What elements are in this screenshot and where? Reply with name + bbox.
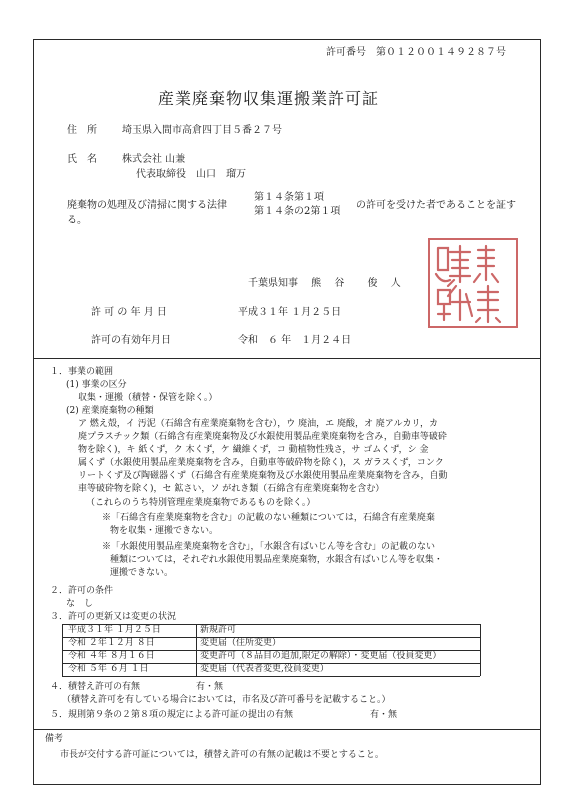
history-table-border: [62, 624, 63, 676]
permit-date-label: 許 可 の 年 月 日: [91, 307, 167, 318]
remarks-divider: [33, 729, 541, 730]
address-label: 住 所: [67, 125, 97, 136]
remarks-body: 市長が交付する許可証については，積替え許可の有無の記載は不要とすること。: [60, 750, 384, 760]
history-date: 令和 ５年 ６月 １日: [68, 664, 149, 674]
history-desc: 変更許可（８品目の追加,限定の解除）・変更届（役員変更）: [200, 651, 442, 661]
permit-number: 許可番号 第０１２００１４９２８７号: [326, 47, 506, 58]
expiry-date: 令和 ６ 年 １月２４日: [238, 335, 352, 346]
section-divider: [33, 358, 541, 359]
permit-date: 平成３１年 １月２５日: [238, 307, 342, 318]
waste-type-line: 車等破砕物を除く)，セ 鉱さい，ソ がれき類（石綿含有産業廃棄物を含む）: [78, 484, 385, 494]
history-desc: 変更届（住所変更）: [200, 638, 282, 648]
waste-type-line: 廃プラスチック類（石綿含有産業廃棄物及び水銀使用製品産業廃棄物を含み，自動車等破砕: [78, 432, 447, 442]
law-suffix: の許可を受けた者であることを証す: [356, 200, 516, 211]
section-2-title: ２．許可の条件: [50, 586, 114, 596]
transshipment-value: 有・無: [196, 682, 224, 692]
note-mercury: ※「水銀使用製品産業廃棄物を含む」，「水銀含有ばいじん等を含む」の記載のない: [102, 542, 436, 552]
history-date: 令和 ４年 ８月１６日: [68, 651, 155, 661]
note-asbestos: 物を収集・運搬できない。: [110, 526, 219, 536]
address-value: 埼玉県入間市高倉四丁目５番２７号: [122, 125, 282, 136]
expiry-label: 許可の有効年月日: [91, 335, 171, 346]
waste-type-line: 属くず（水銀使用製品産業廃棄物を含み，自動車等破砕物を除く)，ス ガラスくず，コンク: [78, 458, 444, 468]
page-title: 産業廃棄物収集運搬業許可証: [158, 89, 380, 108]
section-3-title: ３．許可の更新又は変更の状況: [50, 612, 177, 622]
history-table-border: [480, 624, 481, 676]
law-prefix: 廃棄物の処理及び清掃に関する法律: [67, 200, 227, 211]
history-table-border: [196, 624, 197, 676]
waste-type-exclusion: （これらのうち特別管理産業廃棄物であるものを除く。）: [86, 498, 316, 508]
note-mercury: 種類については，それぞれ水銀使用製品産業廃棄物，水銀含有ばいじん等を収集・: [110, 555, 443, 565]
official-seal: [428, 238, 518, 328]
section-4-title: ４．積替え許可の有無: [50, 682, 141, 692]
history-desc: 新規許可: [200, 625, 237, 635]
company-name: 株式会社 山兼: [122, 154, 186, 165]
name-label: 氏 名: [67, 154, 97, 165]
history-date: 令和 ２年１２月 ８日: [68, 638, 155, 648]
submission-value: 有・無: [370, 710, 398, 720]
waste-type-line: 物を除く)，キ 紙くず，ク 木くず，ケ 繊維くず，コ 動植物性残さ，サ ゴムくず，シ 金: [78, 445, 429, 455]
remarks-label: 備考: [45, 734, 64, 744]
waste-type-line: ア 燃え殻，イ 汚泥（石綿含有産業廃棄物を含む），ウ 廃油，エ 廃酸，オ 廃アルカリ，カ: [78, 419, 438, 429]
history-desc: 変更届（代表者変更,役員変更）: [200, 664, 329, 674]
section-5-title: ５．規則第９条の２第８項の規定による許可証の提出の有無: [50, 710, 294, 720]
law-article-1: 第１４条第１項: [254, 192, 324, 203]
transshipment-note: （積替え許可を有している場合においては，市名及び許可番号を記載すること。）: [62, 695, 391, 705]
note-mercury: 運搬できない。: [110, 568, 174, 578]
business-category-value: 収集・運搬（積替・保管を除く。）: [78, 393, 218, 403]
representative: 代表取締役 山口 瑠万: [136, 169, 246, 180]
waste-types-heading: (2) 産業廃棄物の種類: [66, 406, 154, 416]
law-suffix-2: る。: [67, 215, 87, 226]
history-table-border: [62, 676, 480, 677]
note-asbestos: ※「石綿含有産業廃棄物を含む」の記載のない種類については，石綿含有産業廃棄: [102, 513, 435, 523]
history-date: 平成３１年 １月２５日: [68, 625, 161, 635]
business-category-heading: (1) 事業の区分: [66, 380, 127, 390]
section-1-title: １．事業の範囲: [50, 367, 114, 377]
issuer: 千葉県知事 熊 谷 俊 人: [248, 278, 401, 289]
conditions-value: な し: [66, 599, 94, 609]
law-article-2: 第１４条の2第１項: [254, 206, 341, 217]
waste-type-line: リートくず及び陶磁器くず（石綿含有産業廃棄物及び水銀使用製品産業廃棄物を含み，自動: [78, 471, 448, 481]
